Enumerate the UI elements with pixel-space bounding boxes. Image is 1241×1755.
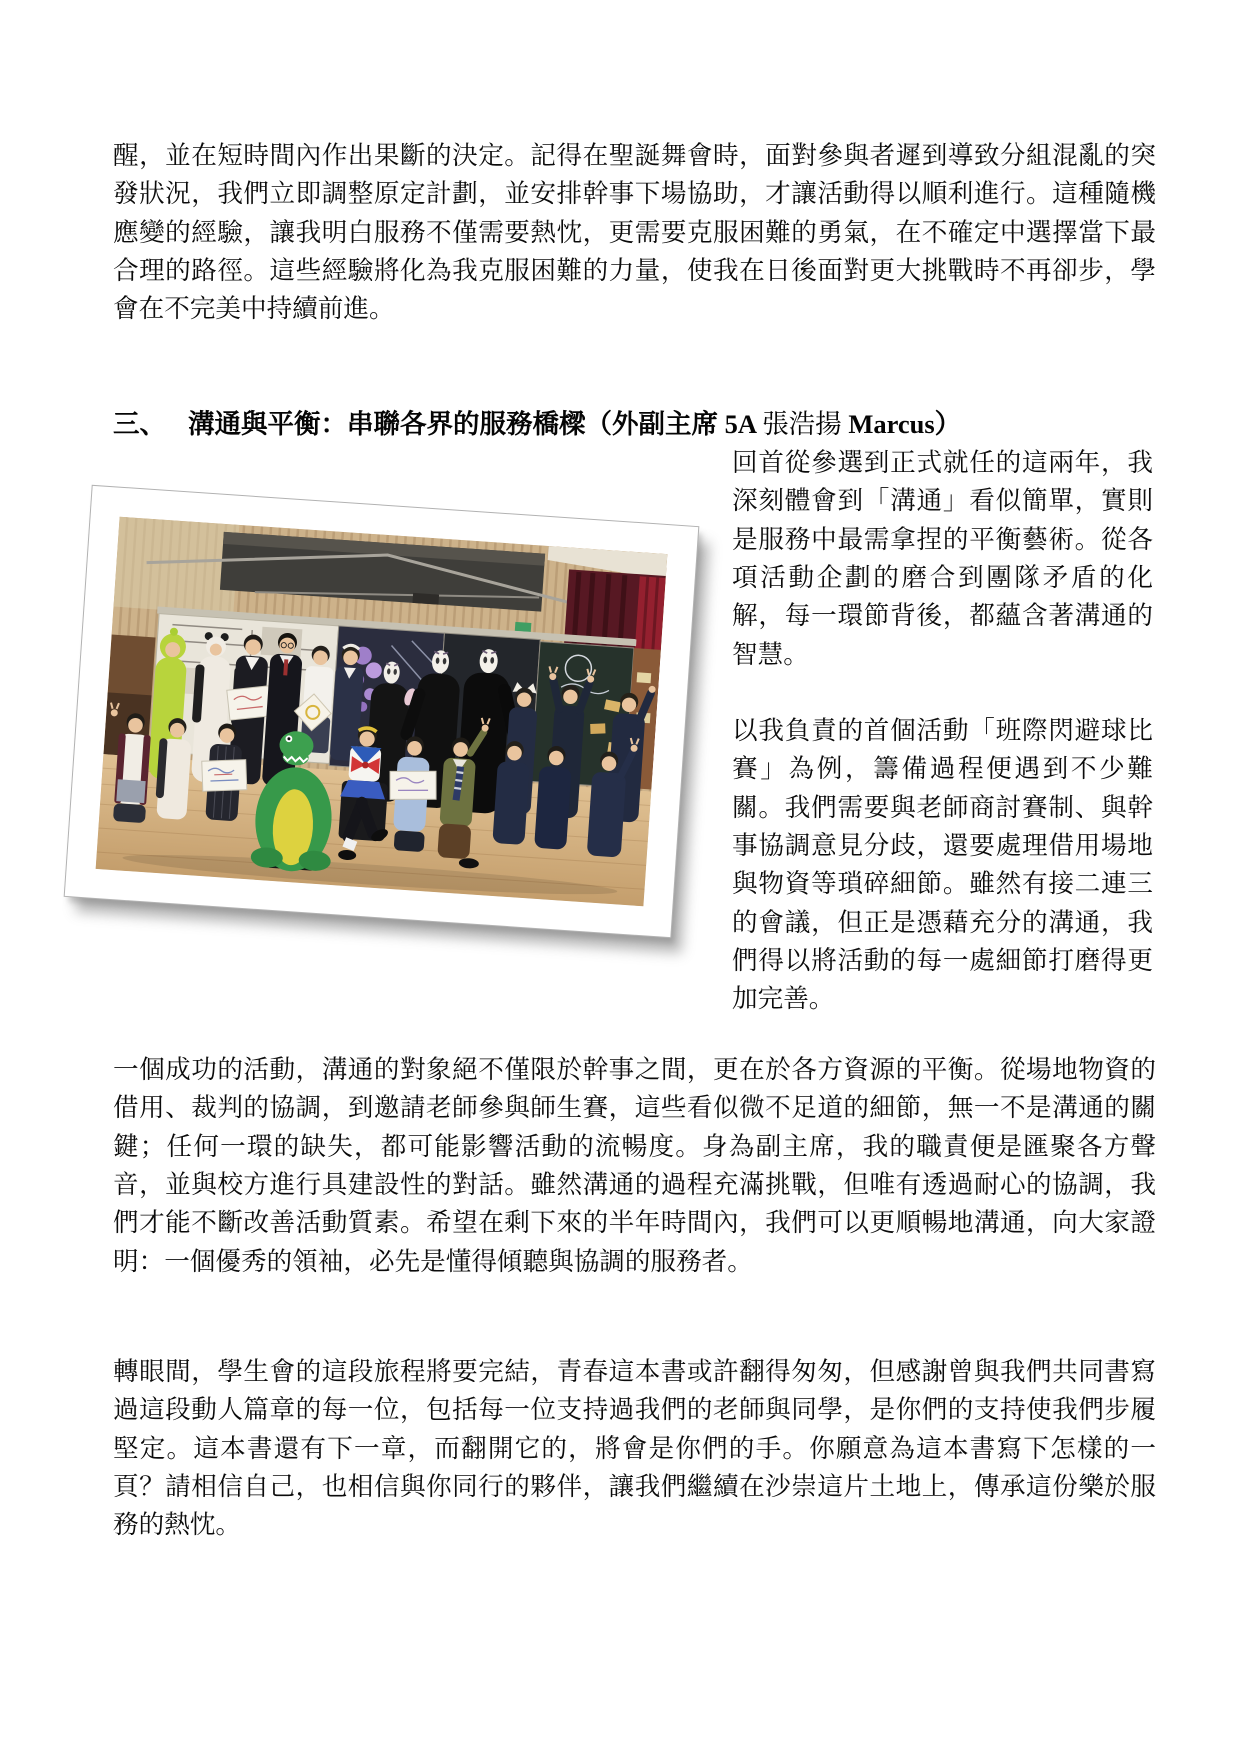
right-text-column — [732, 444, 1153, 1057]
heading-title: 溝通與平衡：串聯各界的服務橋樑（外副主席 5A — [188, 409, 763, 439]
heading-author-english: Marcus） — [848, 409, 962, 439]
section-heading — [113, 405, 1156, 443]
paragraph-end: 轉眼間，學生會的這段旅程將要完結，青春這本書或許翻得匆匆，但感謝曾與我們共同書寫過這段動人篇章的每一位，包括每一位支持過我們的老師與同學，是你們的支持使我們步履堅定。這本書還有下一章，而翻開它的，將會是你們的手。你願意為這本書寫下怎樣的一頁？請相信自己，也相信與你同行的夥伴，讓我們繼續在沙崇這片土地上，傳承這份樂於服務的熱忱。 — [113, 1357, 1156, 1540]
paragraph-middle: 一個成功的活動，溝通的對象絕不僅限於幹事之間，更在於各方資源的平衡。從場地物資的借用、裁判的協調，到邀請老師參與師生賽，這些看似微不足道的細節，無一不是溝通的關鍵；任何一環的缺失，都可能影響活動的流暢度。身為副主席，我的職責便是匯聚各方聲音，並與校方進行具建設性的對話。雖然溝通的過程充滿挑戰，但唯有透過耐心的協調，我們才能不斷改善活動質素。希望在剩下來的半年時間內，我們可以更順暢地溝通，向大家證明：一個優秀的領袖，必先是懂得傾聽與協調的服務者。 — [113, 1055, 1156, 1276]
group-photo — [96, 517, 668, 907]
paragraph-top: 醒，並在短時間內作出果斷的決定。記得在聖誕舞會時，面對參與者遲到導致分組混亂的突發狀況，我們立即調整原定計劃，並安排幹事下場協助，才讓活動得以順利進行。這種隨機應變的經驗，讓我明白服務不僅需要熱忱，更需要克服困難的勇氣，在不確定中選擇當下最合理的路徑。這些經驗將化為我克服困難的力量，使我在日後面對更大挑戰時不再卻步，學會在不完美中持續前進。 — [113, 141, 1156, 324]
group-photo-illustration — [96, 517, 668, 907]
right-paragraph-2: 以我負責的首個活動「班際閃避球比賽」為例，籌備過程便遇到不少難關。我們需要與老師商討賽制、與幹事協調意見分歧，還要處理借用場地與物資等瑣碎細節。雖然有接二連三的會議，但正是憑藉充分的溝通，我們得以將活動的每一處細節打磨得更加完善。 — [732, 715, 1153, 1014]
heading-number: 三、 — [113, 409, 166, 439]
heading-author-name: 張浩揚 — [762, 409, 849, 439]
right-paragraph-1: 回首從參選到正式就任的這兩年，我深刻體會到「溝通」看似簡單，實則是服務中最需拿捏的平衡藝術。從各項活動企劃的磨合到團隊矛盾的化解，每一環節背後，都蘊含著溝通的智慧。 — [732, 448, 1153, 669]
photo-frame — [65, 486, 699, 937]
